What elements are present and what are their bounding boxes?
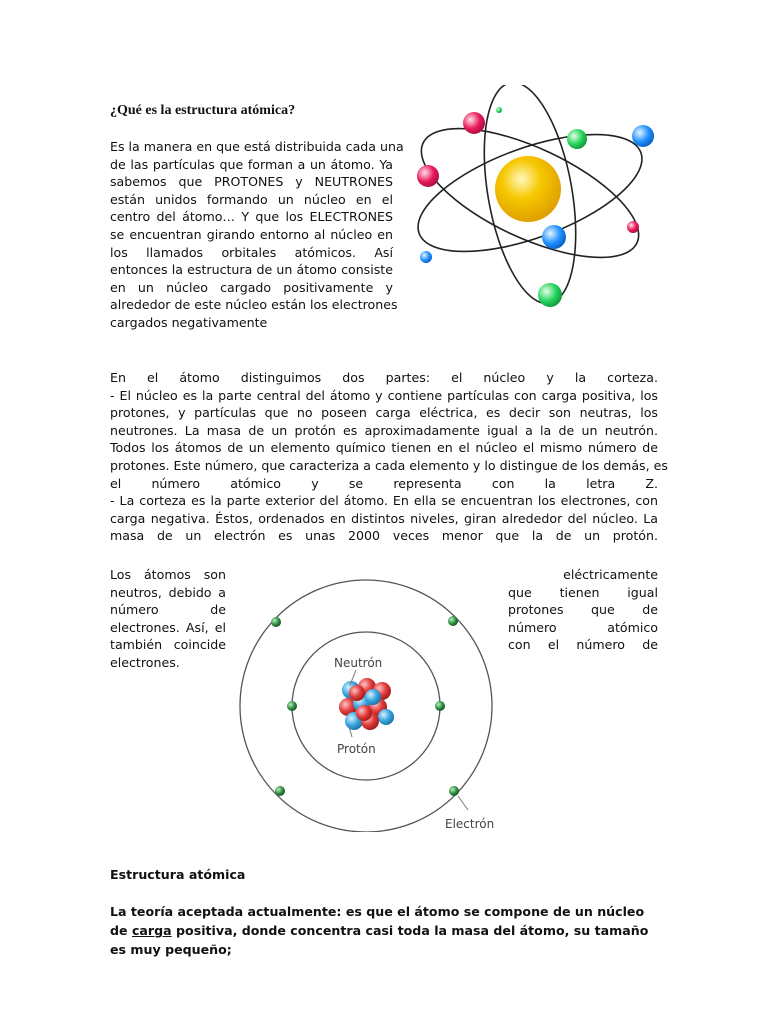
- section-heading: Estructura atómica: [110, 867, 246, 882]
- text-line: neutrones. La masa de un protón es aproximadamente igual a la de un neutrón.: [110, 422, 658, 438]
- nucleus-cluster: [339, 678, 394, 730]
- text-line: electrones.: [110, 654, 180, 670]
- electron-green: [496, 107, 502, 113]
- text-line: masa de un electrón es unas 2000 veces menor que la de un protón.: [110, 528, 658, 544]
- text-line: los llamados orbitales atómicos. Así: [110, 244, 393, 260]
- text-line: cargados negativamente: [110, 314, 268, 330]
- atom-illustration: [410, 85, 660, 315]
- text-line: están unidos formando un núcleo en el: [110, 191, 393, 207]
- shell-electron: [448, 616, 458, 626]
- shell-electron: [435, 701, 445, 711]
- shell-electron: [275, 786, 285, 796]
- text-line: también coincide: [110, 637, 226, 653]
- text-line: eléctricamente: [563, 567, 658, 582]
- text-line: - La corteza es la parte exterior del átomo. En ella se encuentran los electrones, con: [110, 493, 658, 509]
- text-line: con el número de: [508, 637, 658, 653]
- text-line: electrones. Así, el: [110, 619, 226, 635]
- electron-green: [567, 129, 587, 149]
- intro-paragraph: [110, 138, 404, 332]
- electron-pink: [463, 112, 485, 134]
- electron-green: [538, 283, 562, 307]
- carga-link[interactable]: carga: [131, 923, 172, 938]
- split-text-right: [508, 566, 658, 654]
- split-text-left: [110, 566, 226, 672]
- electron-blue: [542, 225, 566, 249]
- body-paragraph: [110, 369, 668, 545]
- text-line: en un núcleo cargado positivamente y: [110, 279, 393, 295]
- text-line: alrededor de este núcleo están los electrones: [110, 297, 398, 313]
- text-line: protones que de: [508, 602, 658, 618]
- text-line: número atómico: [508, 619, 658, 635]
- shell-electron: [271, 617, 281, 627]
- electron-pink: [417, 165, 439, 187]
- text-line: neutros, debido a: [110, 584, 226, 600]
- nucleus: [495, 156, 561, 222]
- electron-blue: [632, 125, 654, 147]
- proton-label: Protón: [337, 742, 376, 756]
- neutron-label: Neutrón: [334, 656, 383, 670]
- text-line: carga negativa. Éstos, ordenados en distintos niveles, giran alrededor del núcleo. La: [110, 510, 658, 526]
- text-line: Los átomos son: [110, 567, 226, 582]
- page-title: ¿Qué es la estructura atómica?: [110, 103, 296, 118]
- electron-pink: [627, 221, 639, 233]
- final-text-end: positiva, donde concentra casi toda la masa del átomo, su tamaño es muy pequeño;: [110, 923, 649, 957]
- text-line: Todos los átomos de un elemento químico tienen en el núcleo el mismo número de: [110, 440, 658, 456]
- final-paragraph: [110, 902, 658, 959]
- text-line: protones, y partículas que no poseen carga eléctrica, es decir son neutras, los: [110, 405, 658, 421]
- text-line: sabemos que PROTONES y NEUTRONES: [110, 174, 393, 190]
- text-line: entonces la estructura de un átomo consiste: [110, 262, 393, 278]
- shell-electron: [287, 701, 297, 711]
- text-line: En el átomo distinguimos dos partes: el núcleo y la corteza.: [110, 370, 658, 385]
- final-text-start: La teoría aceptada actualmente: es que el átomo se compone de un núcleo de: [110, 904, 645, 938]
- text-line: Es la manera en que está distribuida cada una: [110, 139, 404, 154]
- electron-blue: [420, 251, 432, 263]
- electron-label: Electrón: [445, 817, 495, 831]
- text-line: de las partículas que forman a un átomo. Ya: [110, 156, 393, 172]
- text-line: se encuentran girando entorno al núcleo en: [110, 226, 393, 242]
- text-line: número de: [110, 602, 226, 618]
- text-line: protones. Este número, que caracteriza a cada elemento y lo distingue de los demás, es: [110, 457, 668, 473]
- shell-electron: [449, 786, 459, 796]
- shell-diagram: [236, 570, 506, 832]
- text-line: el número atómico y se representa con la letra Z.: [110, 475, 658, 491]
- text-line: - El núcleo es la parte central del átomo y contiene partículas con carga positiva, los: [110, 387, 658, 403]
- text-line: centro del átomo… Y que los ELECTRONES: [110, 209, 393, 225]
- text-line: que tienen igual: [508, 584, 658, 600]
